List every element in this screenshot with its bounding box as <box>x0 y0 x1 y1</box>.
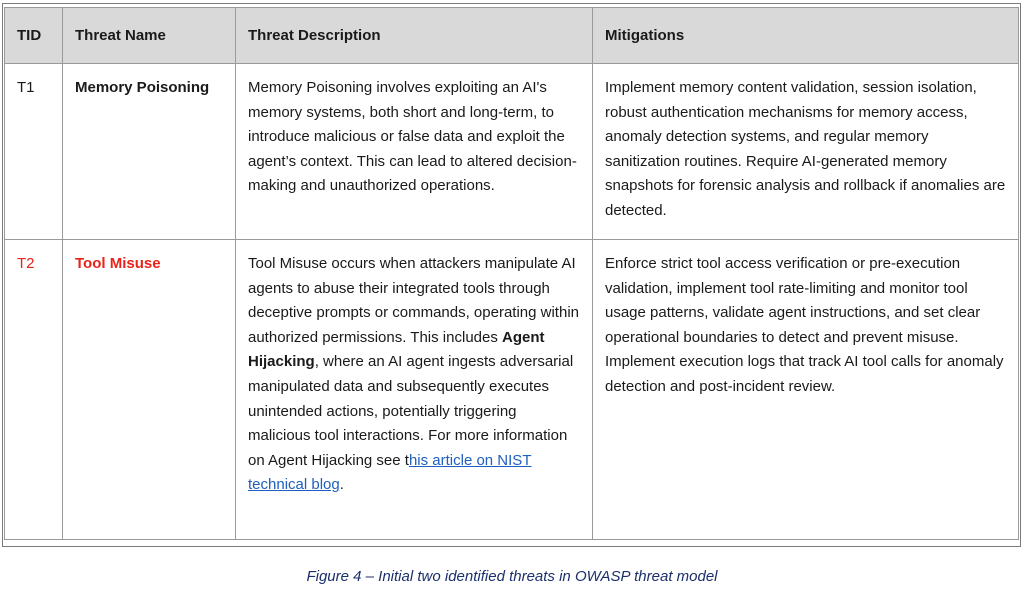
threat-description-cell <box>236 240 593 540</box>
agent-hijacking-term: Agent Hijacking <box>248 328 545 371</box>
mitigations-cell: Implement memory content validation, session isolation, robust authentication mechanisms for memory access, anomaly detection systems, and regular memory sanitization routines. Require AI-generated memory snapshots for forensic analysis and rollback if anomalies are detected. <box>593 64 1019 240</box>
table-row <box>5 240 1019 540</box>
threat-description-cell: Memory Poisoning involves exploiting an AI's memory systems, both short and long-term, to introduce malicious or false data and exploit the agent’s context. This can lead to altered decision-making and unauthorized operations. <box>236 64 593 240</box>
header-threat-description: Threat Description <box>236 8 593 64</box>
header-row <box>5 8 1019 64</box>
nist-blog-link[interactable]: his article on NIST technical blog <box>248 451 532 494</box>
header-mitigations: Mitigations <box>593 8 1019 64</box>
header-tid: TID <box>5 8 63 64</box>
tid-cell: T2 <box>5 240 63 540</box>
threat-table <box>4 7 1019 540</box>
table-row <box>5 64 1019 240</box>
mitigations-cell: Enforce strict tool access verification or pre-execution validation, implement tool rate-limiting and monitor tool usage patterns, validate agent instructions, and set clear operational boundaries to detect and prevent misuse. Implement execution logs that track AI tool calls for anomaly detection and post-incident review. <box>593 240 1019 540</box>
header-threat-name: Threat Name <box>63 8 236 64</box>
tid-cell: T1 <box>5 64 63 240</box>
description-text: Tool Misuse occurs when attackers manipulate AI agents to abuse their integrated tools through deceptive prompts or commands, operating within authorized permissions. This includes <box>248 255 579 346</box>
description-end: . <box>339 476 344 494</box>
description-text: , where an AI agent ingests adversarial manipulated data and subsequently executes unintended actions, potentially triggering malicious tool interactions. For more information on Agent Hijacking see t <box>248 353 574 469</box>
threat-name-cell: Memory Poisoning <box>63 64 236 240</box>
figure-caption: Figure 4 – Initial two identified threats in OWASP threat model <box>306 568 718 585</box>
threat-name-cell: Tool Misuse <box>63 240 236 540</box>
